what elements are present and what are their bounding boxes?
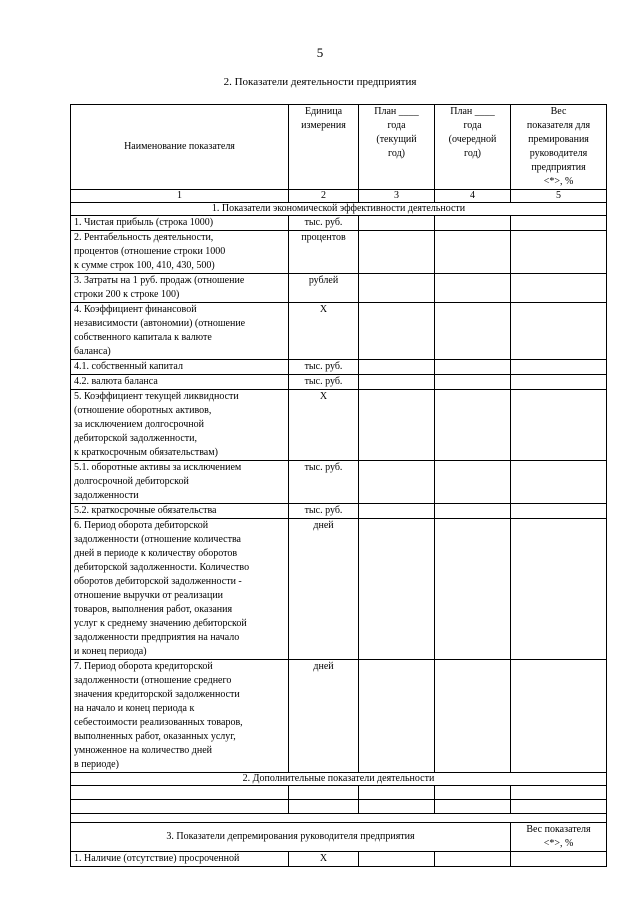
indicator-name-line: 4.1. собственный капитал — [74, 361, 183, 372]
header-text: План ____ — [450, 106, 495, 117]
header-text: руководителя — [529, 148, 588, 159]
indicator-name-line: значения кредиторской задолженности — [74, 689, 240, 700]
header-cell-2 — [289, 105, 359, 190]
empty-cell — [435, 786, 511, 800]
plan-current-cell — [359, 519, 435, 660]
section-title: 2. Показатели деятельности предприятия — [223, 76, 417, 88]
empty-cell — [359, 800, 435, 814]
indicator-name — [71, 519, 289, 660]
column-number: 4 — [435, 190, 511, 203]
indicator-name-line: собственного капитала к валюте — [74, 332, 212, 343]
indicator-name-line: выполненных работ, оказанных услуг, — [74, 731, 236, 742]
indicator-name-line: баланса) — [74, 346, 111, 357]
indicator-name-line: 2. Рентабельность деятельности, — [74, 232, 214, 243]
indicator-name-line: товаров, выполнения работ, оказания — [74, 604, 233, 615]
indicator-name — [71, 303, 289, 360]
section-1-row-title: 1. Показатели экономической эффективности деятельности — [71, 203, 607, 216]
indicator-row — [71, 504, 607, 519]
empty-cell — [435, 800, 511, 814]
indicator-name-line: (отношение оборотных активов, — [74, 405, 212, 416]
indicator-unit: тыс. руб. — [289, 375, 359, 390]
plan-current-cell — [359, 660, 435, 773]
indicator-name-line: задолженности (отношение среднего — [74, 675, 232, 686]
empty-cell — [71, 786, 289, 800]
header-cell-5 — [511, 105, 607, 190]
indicator-name — [71, 375, 289, 390]
indicator-name — [71, 660, 289, 773]
indicator-name — [71, 274, 289, 303]
indicator-name-line: задолженности предприятия на начало — [74, 632, 240, 643]
indicator-name-line: дней в периоде к количеству оборотов — [74, 548, 238, 559]
header-text: премирования — [528, 134, 589, 145]
header-text: измерения — [301, 120, 346, 131]
header-text: показателя для — [526, 120, 591, 131]
indicator-name-line: в периоде) — [74, 759, 119, 770]
empty-cell — [289, 800, 359, 814]
weight-cell — [511, 390, 607, 461]
indicator-name-line: 6. Период оборота дебиторской — [74, 520, 209, 531]
plan-current-cell — [359, 852, 435, 867]
column-number: 5 — [511, 190, 607, 203]
column-number: 3 — [359, 190, 435, 203]
weight-cell — [511, 461, 607, 504]
indicator-row — [71, 461, 607, 504]
indicator-name-line: 7. Период оборота кредиторской — [74, 661, 213, 672]
indicator-name-line: 3. Затраты на 1 руб. продаж (отношение — [74, 275, 245, 286]
indicator-row — [71, 660, 607, 773]
indicators-table — [70, 104, 607, 867]
weight-cell — [511, 303, 607, 360]
header-text: План ____ — [374, 106, 419, 117]
plan-next-cell — [435, 303, 511, 360]
indicator-unit: процентов — [289, 231, 359, 274]
plan-next-cell — [435, 274, 511, 303]
plan-next-cell — [435, 519, 511, 660]
plan-next-cell — [435, 461, 511, 504]
indicator-name-line: 1. Чистая прибыль (строка 1000) — [74, 217, 214, 228]
section-2-row-title: 2. Дополнительные показатели деятельности — [71, 773, 607, 786]
header-text: года — [387, 120, 406, 131]
indicator-name — [71, 360, 289, 375]
column-number: 1 — [71, 190, 289, 203]
weight-cell — [511, 852, 607, 867]
indicator-name — [71, 231, 289, 274]
header-text: <*>, % — [543, 176, 574, 187]
indicator-unit: Х — [289, 303, 359, 360]
indicator-unit: тыс. руб. — [289, 461, 359, 504]
indicator-name-line: долгосрочной дебиторской — [74, 476, 189, 487]
indicator-row — [71, 852, 607, 867]
column-number-row — [71, 190, 607, 203]
plan-next-cell — [435, 360, 511, 375]
indicator-name — [71, 852, 289, 867]
section-2-row — [71, 773, 607, 786]
indicator-name-line: к краткосрочным обязательствам) — [74, 447, 218, 458]
indicator-name-line: к сумме строк 100, 410, 430, 500) — [74, 260, 215, 271]
header-cell-1 — [71, 105, 289, 190]
weight-cell — [511, 519, 607, 660]
indicator-row — [71, 303, 607, 360]
indicator-name-line: независимости (автономии) (отношение — [74, 318, 246, 329]
header-text: предприятия — [531, 162, 586, 173]
weight-cell — [511, 375, 607, 390]
indicator-name-line: 4. Коэффициент финансовой — [74, 304, 197, 315]
empty-cell — [359, 786, 435, 800]
header-cell-3 — [359, 105, 435, 190]
empty-cell — [511, 800, 607, 814]
header-cell-4 — [435, 105, 511, 190]
header-text: Наименование показателя — [124, 141, 235, 152]
indicator-unit: рублей — [289, 274, 359, 303]
indicator-name-line: процентов (отношение строки 1000 — [74, 246, 226, 257]
section-1-row — [71, 203, 607, 216]
plan-current-cell — [359, 216, 435, 231]
weight-cell — [511, 231, 607, 274]
plan-next-cell — [435, 375, 511, 390]
indicator-name-line: задолженности — [74, 490, 139, 501]
weight-cell — [511, 360, 607, 375]
plan-next-cell — [435, 231, 511, 274]
indicator-name-line: на начало и конец периода к — [74, 703, 195, 714]
indicator-name-line: дебиторской задолженности, — [74, 433, 198, 444]
weight-cell — [511, 274, 607, 303]
indicator-name-line: умноженное на количество дней — [74, 745, 213, 756]
header-text: (очередной — [448, 134, 497, 145]
indicator-unit: дней — [289, 519, 359, 660]
indicator-name — [71, 390, 289, 461]
indicator-row — [71, 231, 607, 274]
indicator-row — [71, 216, 607, 231]
indicator-name — [71, 504, 289, 519]
indicator-name — [71, 216, 289, 231]
indicator-name-line: оборотов дебиторской задолженности - — [74, 576, 242, 587]
indicator-row — [71, 274, 607, 303]
indicator-name-line: услуг к среднему значению дебиторской — [74, 618, 247, 629]
weight-cell — [511, 504, 607, 519]
section-3-title: 3. Показатели депремирования руководителя предприятия — [71, 823, 511, 852]
indicator-name-line: 5. Коэффициент текущей ликвидности — [74, 391, 239, 402]
header-text: Вес — [550, 106, 567, 117]
indicator-unit: Х — [289, 852, 359, 867]
plan-current-cell — [359, 461, 435, 504]
weight-cell — [511, 660, 607, 773]
indicator-unit: тыс. руб. — [289, 504, 359, 519]
empty-row — [71, 786, 607, 800]
indicator-unit: тыс. руб. — [289, 216, 359, 231]
plan-next-cell — [435, 390, 511, 461]
empty-cell — [289, 786, 359, 800]
indicator-row — [71, 360, 607, 375]
indicator-name-line: дебиторской задолженности. Количество — [74, 562, 250, 573]
empty-cell — [71, 800, 289, 814]
header-text: год) — [464, 148, 481, 159]
weight-cell — [511, 216, 607, 231]
indicator-row — [71, 390, 607, 461]
page-number: 5 — [316, 45, 324, 60]
plan-next-cell — [435, 852, 511, 867]
indicator-name-line: 5.1. оборотные активы за исключением — [74, 462, 242, 473]
plan-next-cell — [435, 504, 511, 519]
indicator-name-line: задолженности (отношение количества — [74, 534, 241, 545]
section-3-row — [71, 823, 607, 852]
plan-current-cell — [359, 274, 435, 303]
indicator-name-line: себестоимости реализованных товаров, — [74, 717, 243, 728]
weight-header-line: <*>, % — [543, 838, 574, 849]
indicator-name-line: 4.2. валюта баланса — [74, 376, 158, 387]
indicator-unit: дней — [289, 660, 359, 773]
column-number: 2 — [289, 190, 359, 203]
plan-current-cell — [359, 375, 435, 390]
header-text: год) — [388, 148, 405, 159]
spacer-row — [71, 814, 607, 823]
plan-current-cell — [359, 390, 435, 461]
spacer-cell — [71, 814, 607, 823]
indicator-name-line: за исключением долгосрочной — [74, 419, 205, 430]
plan-current-cell — [359, 360, 435, 375]
indicator-name-line: строки 200 к строке 100) — [74, 289, 180, 300]
header-text: (текущий — [376, 134, 417, 145]
header-row — [71, 105, 607, 190]
indicator-unit: тыс. руб. — [289, 360, 359, 375]
indicator-name-line: и конец периода) — [74, 646, 147, 657]
indicator-name-line: отношение выручки от реализации — [74, 590, 224, 601]
indicator-row — [71, 519, 607, 660]
empty-cell — [511, 786, 607, 800]
weight-header-line: Вес показателя — [526, 824, 591, 835]
indicator-row — [71, 375, 607, 390]
empty-row — [71, 800, 607, 814]
indicator-name-line: 1. Наличие (отсутствие) просроченной — [74, 853, 240, 864]
indicator-unit: Х — [289, 390, 359, 461]
header-text: года — [463, 120, 482, 131]
plan-current-cell — [359, 303, 435, 360]
plan-current-cell — [359, 231, 435, 274]
section-3-weight-header — [511, 823, 607, 852]
plan-next-cell — [435, 216, 511, 231]
indicator-name — [71, 461, 289, 504]
header-text: Единица — [304, 106, 343, 117]
indicator-name-line: 5.2. краткосрочные обязательства — [74, 505, 217, 516]
plan-current-cell — [359, 504, 435, 519]
plan-next-cell — [435, 660, 511, 773]
